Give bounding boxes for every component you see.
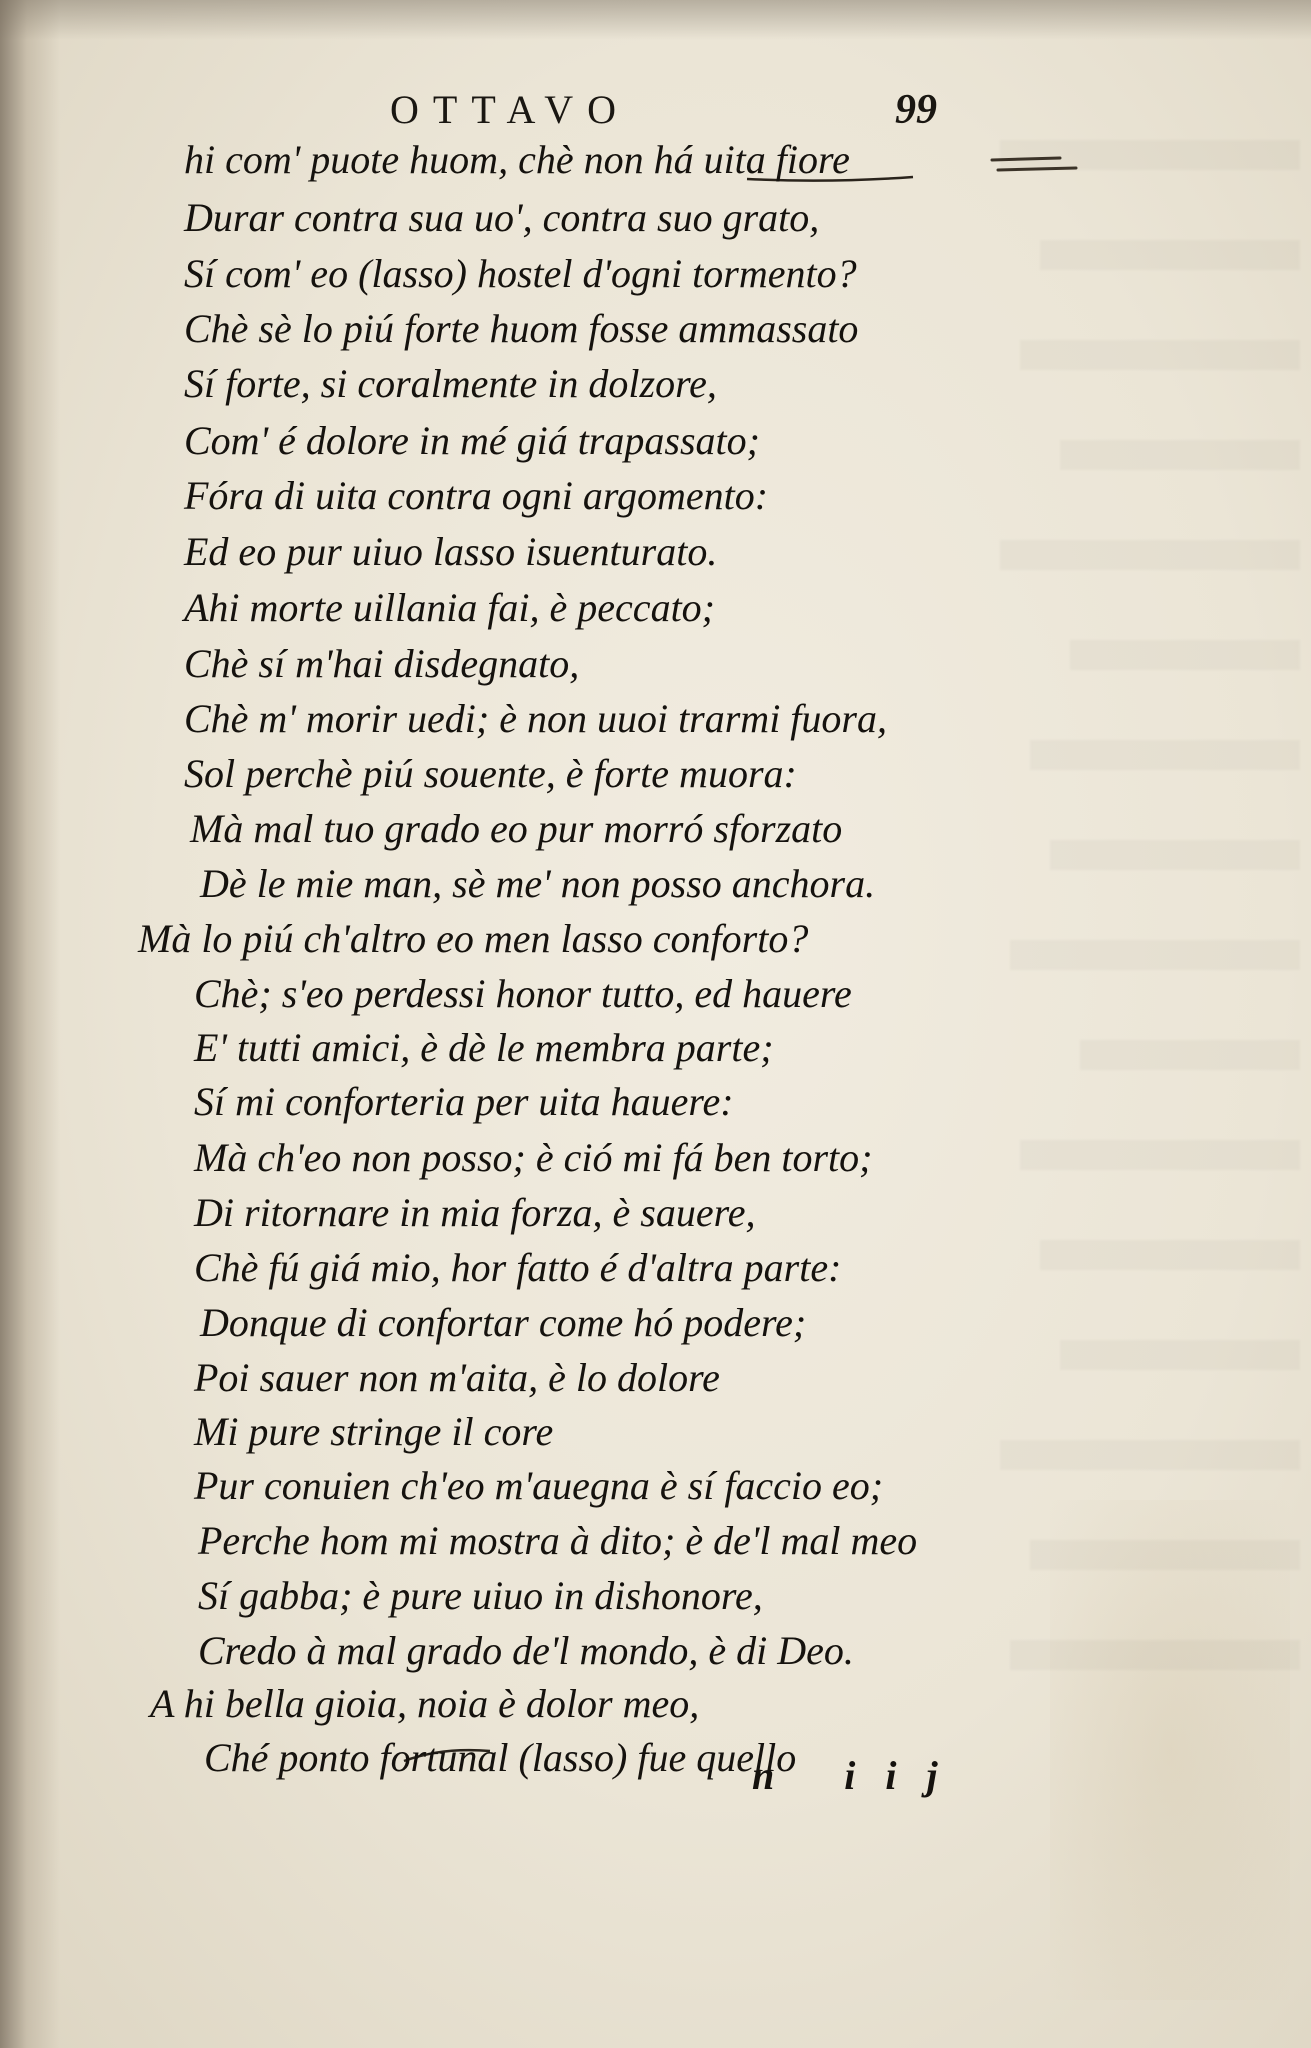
verse-line: E' tutti amici, è dè le membra parte;	[194, 1025, 774, 1070]
verse-line: Donque di confortar come hó podere;	[200, 1300, 807, 1345]
verse-line: Chè m' morir uedi; è non uuoi trarmi fuora,	[184, 696, 887, 741]
running-title: OTTAVO	[390, 87, 631, 132]
verse-line: Pur conuien ch'eo m'auegna è sí faccio eo;	[194, 1463, 884, 1508]
page-number: 99	[895, 87, 937, 133]
verse-line: Perche hom mi mostra à dito; è de'l mal meo	[198, 1518, 918, 1563]
verse-line: Fóra di uita contra ogni argomento:	[184, 473, 769, 518]
verse-line: Sol perchè piú souente, è forte muora:	[184, 751, 797, 796]
verse-line: Sí com' eo (lasso) hostel d'ogni tormento?	[184, 251, 857, 296]
verse-line: Credo à mal grado de'l mondo, è di Deo.	[198, 1628, 854, 1673]
verse-line: Chè fú giá mio, hor fatto é d'altra parte:	[194, 1245, 842, 1290]
printer-signature: n iij	[752, 1753, 968, 1798]
verse-line: Ahi morte uillania fai, è peccato;	[184, 585, 715, 630]
verse-line: Ed eo pur uiuo lasso isuenturato.	[184, 529, 718, 574]
verse-line: Mà mal tuo grado eo pur morró sforzato	[190, 806, 843, 851]
verse-line: Poi sauer non m'aita, è lo dolore	[194, 1355, 720, 1400]
verse-line: Dè le mie man, sè me' non posso anchora.	[200, 861, 876, 906]
verse-line: Mi pure stringe il core	[194, 1409, 554, 1454]
verse-line: Chè sè lo piú forte huom fosse ammassato	[184, 306, 859, 351]
verse-line: Chè sí m'hai disdegnato,	[184, 641, 580, 686]
verse-line: A hi bella gioia, noia è dolor meo,	[150, 1681, 700, 1726]
verse-line: Ché ponto fortunal (lasso) fue quello	[204, 1735, 797, 1780]
verse-line: Mà lo piú ch'altro eo men lasso conforto?	[138, 916, 809, 961]
verse-line: Com' é dolore in mé giá trapassato;	[184, 418, 760, 463]
verse-line: Chè; s'eo perdessi honor tutto, ed hauere	[194, 971, 852, 1016]
verse-line: Sí forte, si coralmente in dolzore,	[184, 361, 717, 406]
verse-line: hi com' puote huom, chè non há uita fiore	[184, 137, 850, 182]
verse-line: Di ritornare in mia forza, è sauere,	[194, 1190, 756, 1235]
verse-line: Sí gabba; è pure uiuo in dishonore,	[198, 1573, 763, 1618]
verse-line: Mà ch'eo non posso; è ció mi fá ben torto;	[194, 1135, 873, 1180]
verse-line: Sí mi conforteria per uita hauere:	[194, 1079, 734, 1124]
verse-line: Durar contra sua uo', contra suo grato,	[184, 195, 820, 240]
